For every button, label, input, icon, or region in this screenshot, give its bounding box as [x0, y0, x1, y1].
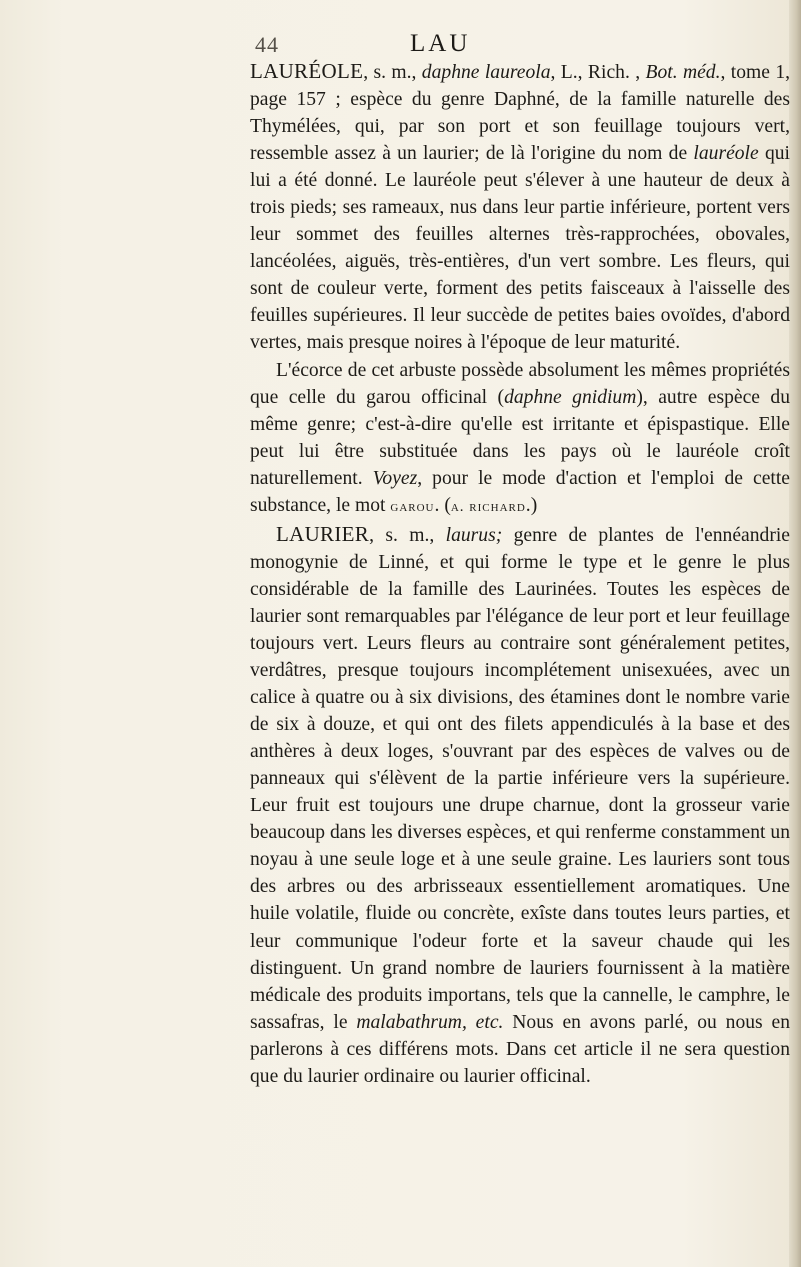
entry-body: , tome 1, page 157 ; espèce du genre Daphné, de la famille naturelle des Thymélées, qui, par son port et son feuillage toujours vert, ressemble assez à un laurier; de là l'origine du nom de — [250, 62, 791, 165]
entry-body: genre de plantes de l'ennéandrie monogynie de Linné, et qui forme le type et le genre le plus considérable de la famille des Laurinées. Toutes les espèces de laurier sont remarquables par l'élégance de leur port et leur feuillage toujours vert. Leurs fleurs au contraire sont généralement petites, verdâtres, presque toujours incomplétement unisexuées, avec un calice à quatre ou à six divisions, des étamines dont le nombre varie de six à douze, et qui ont des filets appendiculés à la base et des anthères à deux loges, s'ouvrant par des espèces de valves ou de panneaux qui s'élèvent de la partie inférieure vers la supérieure. Leur fruit est toujours une drupe charnue, dont la grosseur varie beaucoup dans les diverses espèces, et qui renferme constamment un noyau à une seule loge et à une seule graine. Les lauriers sont tous des arbres ou des arbrisseaux essentiellement aromatiques. Une huile volatile, fluide ou concrète, exîste dans toutes leurs parties, et leur communique l'odeur forte et la saveur chaude qui les distinguent. Un grand nombre de lauriers fournissent à la matière médicale des produits importans, tels que la cannelle, le camphre, le sassafras, le — [250, 524, 790, 1033]
page-edge — [789, 0, 801, 1267]
entry-laurier — [250, 521, 790, 1090]
paragraph-text: . ( — [434, 494, 451, 516]
page-number: 44 — [255, 32, 279, 57]
headword: LAURIER — [276, 521, 370, 546]
entry-laureole — [250, 58, 790, 357]
paragraph-text: .) — [525, 494, 538, 516]
author-signature: a. richard — [450, 498, 526, 515]
paragraph-ecorce — [250, 357, 790, 521]
term: lauréole — [693, 143, 759, 165]
paragraph-text: , pour le mode d'action et l'emploi de cette substance, le mot — [250, 467, 790, 516]
reference: , L., Rich. , — [550, 62, 646, 83]
latin-name: daphne laureola — [421, 62, 551, 83]
latin-name: daphne gnidium — [504, 386, 637, 408]
headword: LAURÉOLE — [250, 59, 364, 83]
grammar: , s. m., — [369, 524, 446, 546]
voyez-reference: Voyez — [372, 467, 418, 489]
reference-book: Bot. méd. — [645, 62, 721, 83]
running-head: LAU — [410, 30, 471, 57]
cross-reference: garou — [390, 498, 435, 515]
term: malabathrum, etc. — [356, 1011, 504, 1033]
paragraph-text: L'écorce de cet arbuste possède absolument les mêmes propriétés que celle du garou officinal ( — [250, 359, 790, 408]
paragraph-text: ), autre espèce du même genre; c'est-à-dire qu'elle est irritante et épispastique. Elle peut lui être substituée dans les pays où le lauréole croît naturellement. — [250, 386, 790, 489]
entry-body-continued: Nous en avons parlé, ou nous en parlerons à ces différens mots. Dans cet article il ne sera question que du laurier ordinaire ou laurier officinal. — [250, 1011, 790, 1087]
body-text — [250, 58, 790, 1090]
entry-body-continued: qui lui a été donné. Le lauréole peut s'élever à une hauteur de deux à trois pieds; ses rameaux, nus dans leur partie inférieure, portent vers leur sommet des feuilles alternes très-rapprochées, obovales, lancéolées, aiguës, très-entières, d'un vert sombre. Les fleurs, qui sont de couleur verte, forment des petits faisceaux à l'aisselle des feuilles supérieures. Il leur succède de petites baies ovoïdes, d'abord vertes, mais presque noires à l'époque de leur maturité. — [250, 143, 790, 354]
grammar: , s. m., — [363, 62, 422, 83]
latin-name: laurus; — [445, 524, 503, 546]
